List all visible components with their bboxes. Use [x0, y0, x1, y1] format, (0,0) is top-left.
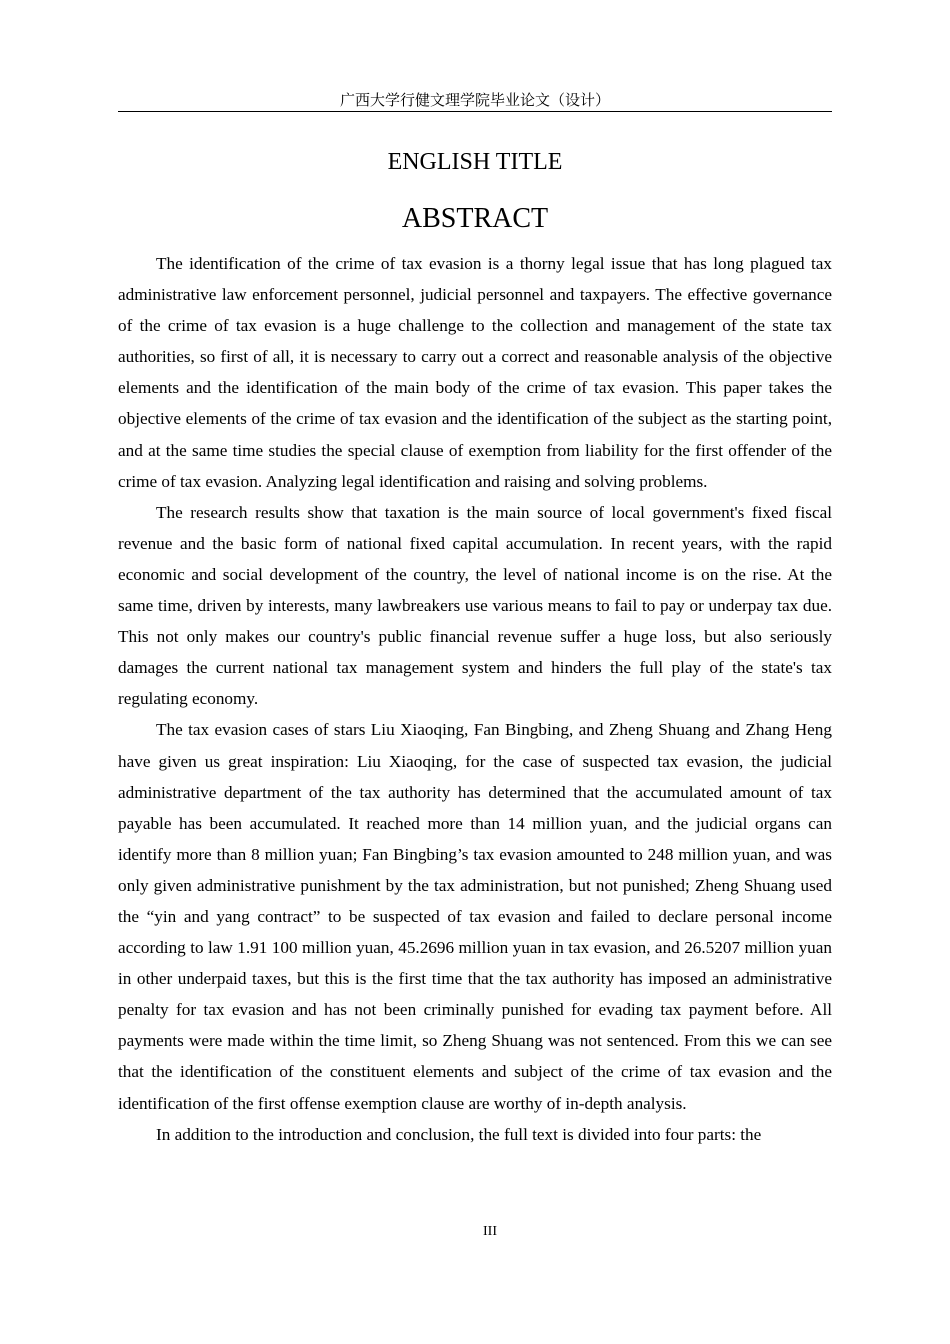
- running-header: 广西大学行健文理学院毕业论文（设计）: [339, 91, 610, 109]
- abstract-paragraph-3: The tax evasion cases of stars Liu Xiaoqing, Fan Bingbing, and Zheng Shuang and Zhang Heng have given us great inspiration: Liu Xiaoqing, for the case of suspected tax evasion, the judicial administrative department of the tax authority has determined that the accumulated amount of tax payable has been accumulated. It reached more than 14 million yuan, and the judicial organs can identify more than 8 million yuan; Fan Bingbing’s tax evasion amounted to 248 million yuan, and was only given administrative punishment by the tax administration, but not punished; Zheng Shuang used the “yin and yang contract” to be suspected of tax evasion and failed to declare personal income according to law 1.91 100 million yuan, 45.2696 million yuan in tax evasion, and 26.5207 million yuan in other underpaid taxes, but this is the first time that the tax authority has imposed an administrative penalty for tax evasion and has not been criminally punished for evading tax payment before. All payments were made within the time limit, so Zheng Shuang was not sentenced. From this we can see that the identification of the constituent elements and subject of the crime of tax evasion and the identification of the first offense exemption clause are worthy of in-depth analysis.: [118, 720, 832, 1113]
- abstract-heading: ABSTRACT: [401, 203, 549, 234]
- english-title: ENGLISH TITLE: [387, 149, 563, 175]
- abstract-paragraph-1: The identification of the crime of tax evasion is a thorny legal issue that has long plagued tax administrative law enforcement personnel, judicial personnel and taxpayers. The effective governance of the crime of tax evasion is a huge challenge to the collection and management of the state tax authorities, so first of all, it is necessary to carry out a correct and reasonable analysis of the objective elements and the identification of the main body of the crime of tax evasion. This paper takes the objective elements of the crime of tax evasion and the identification of the subject as the starting point, and at the same time studies the special clause of exemption from liability for the first offender of the crime of tax evasion. Analyzing legal identification and raising and solving problems.: [118, 254, 832, 491]
- header-rule: [118, 111, 832, 112]
- abstract-body: [118, 248, 832, 1150]
- page-number: III: [483, 1224, 497, 1239]
- abstract-paragraph-4: In addition to the introduction and conclusion, the full text is divided into four parts: the: [156, 1124, 762, 1144]
- abstract-paragraph-2: The research results show that taxation is the main source of local government's fixed fiscal revenue and the basic form of national fixed capital accumulation. In recent years, with the rapid economic and social development of the country, the level of national income is on the rise. At the same time, driven by interests, many lawbreakers use various means to fail to pay or underpay tax due. This not only makes our country's public financial revenue suffer a huge loss, but also seriously damages the current national tax management system and hinders the full play of the state's tax regulating economy.: [118, 502, 832, 709]
